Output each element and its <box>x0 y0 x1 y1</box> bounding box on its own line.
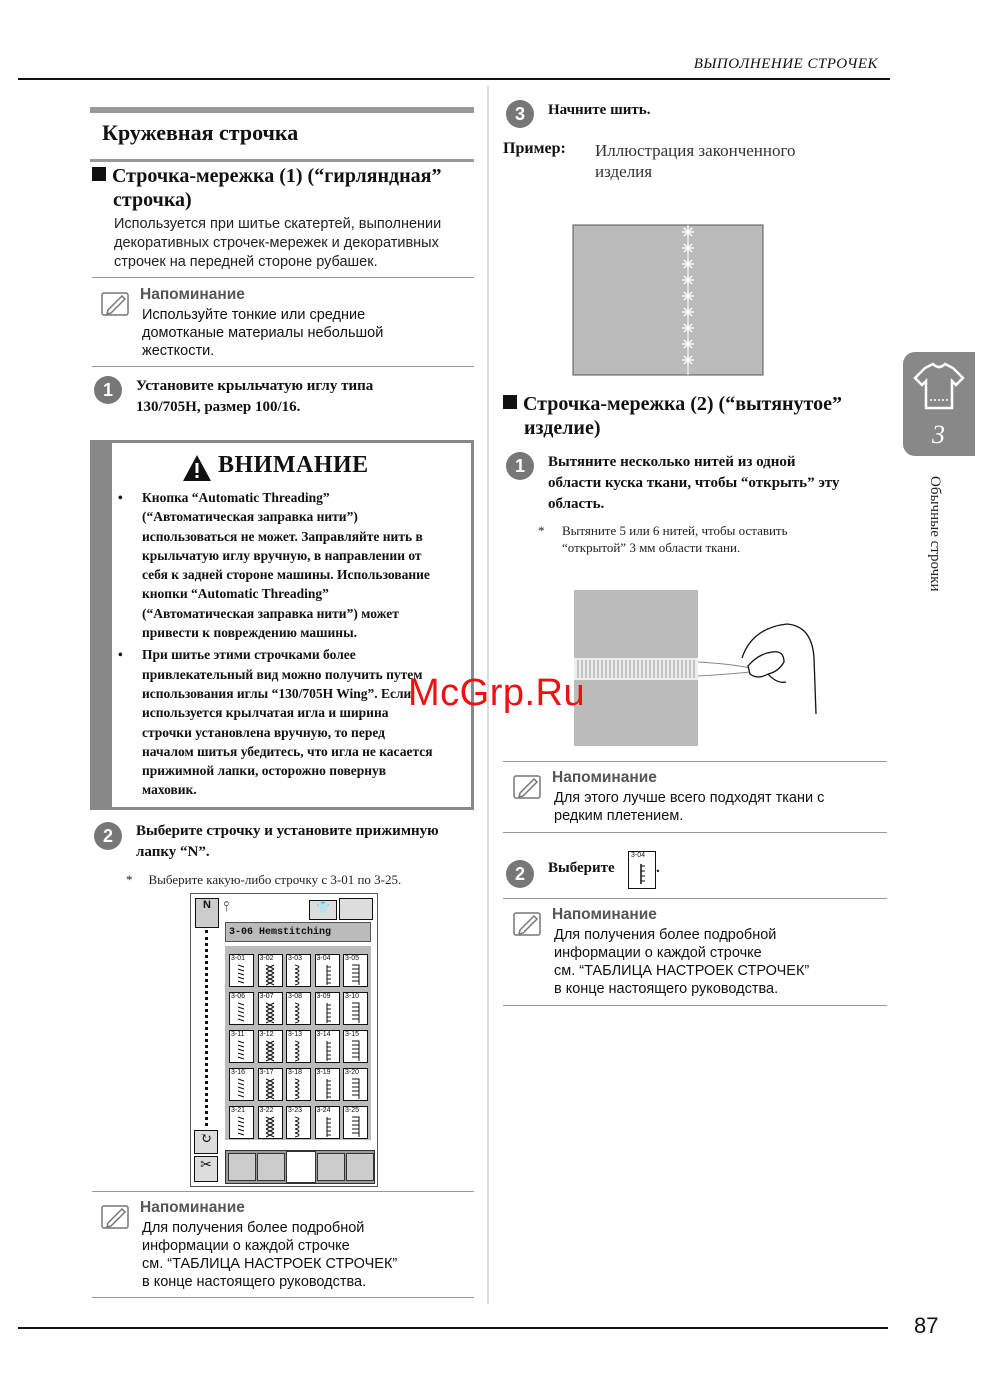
lcd-screen <box>190 893 378 1187</box>
stitch-key-3-03[interactable]: 3-03 <box>286 954 311 987</box>
needle-icon: ⫯ <box>223 900 230 915</box>
warning-triangle-icon <box>182 454 212 482</box>
step-badge-r2: 2 <box>506 860 534 888</box>
memo-pencil-icon <box>100 290 132 318</box>
step-text-3: Начните шить. <box>548 102 651 118</box>
stitch-key-3-06[interactable]: 3-06 <box>229 992 254 1025</box>
stitch-key-3-17[interactable]: 3-17 <box>258 1068 283 1101</box>
square-bullet-icon <box>92 167 106 181</box>
stitch-key-3-11[interactable]: 3-11 <box>229 1030 254 1063</box>
stitch-preview <box>205 930 211 1126</box>
stitch-name-bar: 3-06 Hemstitching <box>225 922 371 942</box>
stitch-pattern-icon <box>629 852 655 888</box>
memo-body: Для этого лучше всего подходят ткани с редким плетением. <box>554 790 825 824</box>
step-text-r1: Вытяните несколько нитей из одной области куска ткани, чтобы “открыть” эту область. <box>548 454 840 512</box>
drawn-threads-illustration <box>572 588 822 748</box>
stitch-key-3-04[interactable]: 3-04 <box>315 954 340 987</box>
memo-body: Для получения более подробной информации о каждой строчке см. “ТАБЛИЦА НАСТРОЕК СТРОЧЕК” в конце настоящего руководства. <box>554 927 810 997</box>
presser-foot-indicator: N <box>195 898 219 928</box>
stitch-key-3-23[interactable]: 3-23 <box>286 1106 311 1139</box>
stitch-key-3-19[interactable]: 3-19 <box>315 1068 340 1101</box>
shirt-button[interactable]: 👕 <box>309 900 337 920</box>
square-bullet-icon <box>503 395 517 409</box>
subsection-title-1: Строчка-мережка (1) (“гирляндная” строчка) <box>92 164 441 212</box>
watermark-text: McGrp.Ru <box>408 672 586 714</box>
memo-title: Напоминание <box>140 286 245 303</box>
book-button[interactable] <box>339 898 373 920</box>
category-tab[interactable] <box>346 1153 374 1181</box>
scissors-button[interactable]: ✂ <box>194 1156 218 1182</box>
stitch-key-3-13[interactable]: 3-13 <box>286 1030 311 1063</box>
finished-item-illustration <box>572 224 764 376</box>
shirt-icon <box>911 362 967 412</box>
warning-item: • Кнопка “Automatic Threading” (“Автоматическая заправка нити”) использоваться не может. Заправляйте нить в крыльчатую иглу вручную, в направлении от себя к задней стороне машины. Использование кнопки “Automatic Threading” (“Автоматическая заправка нити”) может привести к повреждению машины. <box>118 490 430 641</box>
warning-title: ВНИМАНИЕ <box>218 452 369 478</box>
category-tab-selected[interactable] <box>286 1151 316 1183</box>
step-badge-r1: 1 <box>506 452 534 480</box>
page-number: 87 <box>914 1313 939 1338</box>
example-caption: Иллюстрация законченного изделия <box>595 141 796 181</box>
stitch-key-3-12[interactable]: 3-12 <box>258 1030 283 1063</box>
stitch-key-3-15[interactable]: 3-15 <box>343 1030 368 1063</box>
stitch-key-3-16[interactable]: 3-16 <box>229 1068 254 1101</box>
memo-title: Напоминание <box>552 769 657 786</box>
memo-pencil-icon <box>512 773 544 801</box>
memo-title: Напоминание <box>140 1199 245 1216</box>
step-text-1: Установите крыльчатую иглу типа 130/705H, размер 100/16. <box>136 378 374 415</box>
section-title: Кружевная строчка <box>90 107 474 162</box>
stitch-key-3-02[interactable]: 3-02 <box>258 954 283 987</box>
stitch-key-3-24[interactable]: 3-24 <box>315 1106 340 1139</box>
step-badge-3: 3 <box>506 100 534 128</box>
stitch-key-3-20[interactable]: 3-20 <box>343 1068 368 1101</box>
stitch-key-3-09[interactable]: 3-09 <box>315 992 340 1025</box>
stitch-key-3-05[interactable]: 3-05 <box>343 954 368 987</box>
stitch-key-3-25[interactable]: 3-25 <box>343 1106 368 1139</box>
memo-rule <box>92 366 474 367</box>
memo-title: Напоминание <box>552 906 657 923</box>
memo-pencil-icon <box>512 910 544 938</box>
memo-body: Используйте тонкие или средние домотканые материалы небольшой жесткости. <box>142 307 384 359</box>
warning-list <box>118 488 470 800</box>
stitch-key-3-01[interactable]: 3-01 <box>229 954 254 987</box>
stitch-key-3-07[interactable]: 3-07 <box>258 992 283 1025</box>
stitch-key-3-08[interactable]: 3-08 <box>286 992 311 1025</box>
stitch-key-3-04: 3-04 <box>628 851 656 889</box>
step-text-r2: Выберите <box>548 860 615 876</box>
memo-pencil-icon <box>100 1203 132 1231</box>
warning-item: • При шитье этими строчками более привлекательный вид можно получить путем использования иглы “130/705H Wing”. Если используется крылчатая игла и ширина строчки установлена вручную, то перед началом шитья убедитесь, что игла не касается прижимной лапки, осторожно повернув маховик. <box>118 647 433 798</box>
period: . <box>656 860 660 876</box>
stitch-key-3-21[interactable]: 3-21 <box>229 1106 254 1139</box>
step-badge-2: 2 <box>94 822 122 850</box>
memo-body: Для получения более подробной информации о каждой строчке см. “ТАБЛИЦА НАСТРОЕК СТРОЧЕК” в конце настоящего руководства. <box>142 1220 398 1290</box>
footer-rule <box>18 1327 888 1329</box>
stitch-key-3-18[interactable]: 3-18 <box>286 1068 311 1101</box>
step-note: * Вытяните 5 или 6 нитей, чтобы оставить “открытой” 3 мм области ткани. <box>538 523 788 555</box>
step-badge-1: 1 <box>94 376 122 404</box>
step-note: * Выберите какую-либо строчку с 3-01 по 3-25. <box>126 872 402 887</box>
stitch-key-3-10[interactable]: 3-10 <box>343 992 368 1025</box>
header-rule <box>18 78 890 80</box>
step-text-2: Выберите строчку и установите прижимную лапку “N”. <box>136 823 439 860</box>
chapter-label: Обычные строчки <box>927 476 943 592</box>
chapter-number: 3 <box>932 420 945 449</box>
memo-rule <box>503 761 887 762</box>
category-tabs <box>225 1150 375 1184</box>
category-tab[interactable] <box>257 1153 285 1181</box>
category-tab[interactable] <box>228 1153 256 1181</box>
memo-rule <box>503 1005 887 1006</box>
memo-rule <box>92 277 474 278</box>
subsection-title-2: Строчка-мережка (2) (“вытянутое” изделие) <box>503 392 842 440</box>
memo-rule <box>503 832 887 833</box>
running-header: ВЫПОЛНЕНИЕ СТРОЧЕК <box>693 56 878 72</box>
category-tab[interactable] <box>317 1153 345 1181</box>
stitch-key-3-22[interactable]: 3-22 <box>258 1106 283 1139</box>
reverse-button[interactable]: ↻ <box>194 1130 218 1154</box>
stitch-key-3-14[interactable]: 3-14 <box>315 1030 340 1063</box>
example-label: Пример: <box>503 140 566 157</box>
memo-rule <box>92 1297 474 1298</box>
memo-rule <box>92 1191 474 1192</box>
intro-text: Используется при шитье скатертей, выполнении декоративных строчек-мережек и декоративных строчек на передней стороне рубашек. <box>114 216 442 270</box>
memo-rule <box>503 898 887 899</box>
